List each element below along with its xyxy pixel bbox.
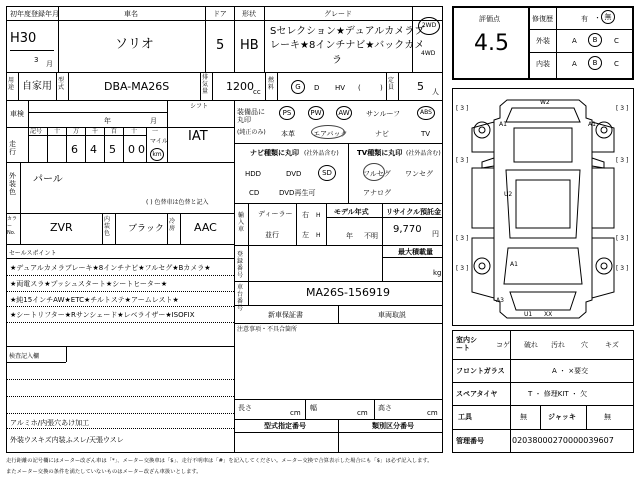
drive-4wd-label: 4WD bbox=[421, 50, 436, 57]
notes-label: 注意事項・不具合箇所 bbox=[237, 326, 298, 333]
unit-mile: マイル bbox=[150, 138, 168, 145]
height-unit: cm bbox=[427, 409, 438, 417]
ext-grade-b-circle: B bbox=[588, 33, 602, 47]
bracket-br: [ 3 ] bbox=[616, 235, 629, 242]
inspection-month-label: 月 bbox=[150, 117, 157, 125]
doors-value: 5 bbox=[216, 38, 225, 53]
model-year-unknown: 不明 bbox=[364, 232, 378, 240]
digit-label-sign: 記号 bbox=[30, 128, 43, 135]
ac-value: AAC bbox=[194, 221, 217, 234]
footer-note-1: 走行距離の記号欄にはメーター改ざん車は「*」、メーター交換車は「$」、走行不明車は「#」を記入してください。メーター交換で合算表示した場合にも「$」は必ず記入します。 bbox=[6, 458, 433, 464]
displacement-label: 排気量 bbox=[202, 74, 209, 95]
bracket-tr: [ 3 ] bbox=[616, 105, 629, 112]
score-label: 評価点 bbox=[479, 15, 500, 23]
mark-u2: U2 bbox=[504, 191, 513, 198]
import-left: 左 bbox=[302, 231, 309, 239]
jack-label: ジャッキ bbox=[548, 413, 576, 421]
mark-a1-bottom: A1 bbox=[510, 261, 518, 268]
length-label: 長さ bbox=[238, 404, 252, 412]
max-load-label: 最大積載量 bbox=[398, 248, 433, 256]
ac-label: 冷房 bbox=[169, 218, 176, 232]
import-right: 右 bbox=[302, 211, 309, 219]
reg-year: H30 bbox=[10, 31, 37, 46]
recycle-label: リサイクル預託金 bbox=[386, 208, 442, 216]
first-reg-label: 初年度登録年月 bbox=[10, 10, 59, 18]
shape-label: 形状 bbox=[242, 10, 256, 18]
model-value: DBA-MA26S bbox=[104, 80, 170, 93]
tools-value: 無 bbox=[520, 413, 527, 421]
capacity-label: 定員 bbox=[388, 77, 395, 91]
shape-value: HB bbox=[240, 38, 259, 53]
digit-label-10k: 万 bbox=[73, 128, 80, 135]
displacement-unit: cc bbox=[253, 88, 261, 96]
displacement-value: 1200 bbox=[226, 80, 254, 93]
fuel-g-circle: G bbox=[291, 80, 305, 94]
model-year-label: モデル年式 bbox=[334, 208, 369, 216]
equipment-title: 装備品に丸印 bbox=[237, 108, 265, 124]
chassis-label: 車台番号 bbox=[237, 284, 244, 312]
grade-line-2: レーキ★8インチナビ★バックカメ bbox=[270, 40, 425, 51]
digit-label-100k: 十 bbox=[54, 128, 61, 135]
bracket-mr: [ 3 ] bbox=[616, 157, 629, 164]
seat-hole: 穴 bbox=[581, 341, 588, 349]
doors-label: ドア bbox=[213, 10, 227, 18]
model-year-unit: 年 bbox=[346, 232, 353, 240]
seat-burn: コゲ bbox=[496, 341, 510, 349]
seat-scratch: キズ bbox=[605, 341, 619, 349]
car-name: ソリオ bbox=[115, 37, 154, 52]
grade-line-3: ラ bbox=[332, 55, 342, 66]
jack-value: 無 bbox=[604, 413, 611, 421]
mark-a1-right: A1 bbox=[588, 121, 596, 128]
interior-grade-label: 内装 bbox=[536, 60, 550, 68]
tv-analog: アナログ bbox=[363, 189, 391, 197]
fuel-hv: HV bbox=[335, 84, 346, 92]
mgmt-number: 02038000270000039607 bbox=[512, 436, 614, 445]
odometer-digit-5: 0 bbox=[138, 143, 145, 156]
windshield-value: A ・ ×要交 bbox=[552, 367, 589, 375]
odometer-digit-4: 0 bbox=[128, 143, 135, 156]
equip-nav: ナビ bbox=[375, 130, 389, 138]
interior-color-label: 内装色 bbox=[104, 216, 111, 237]
digit-label-10: 十 bbox=[131, 128, 138, 135]
fuel-label: 燃料 bbox=[268, 77, 275, 91]
mgmt-label: 管理番号 bbox=[456, 437, 484, 445]
inspector-note-1: アルミホ/内張穴あけ加工 bbox=[10, 419, 90, 427]
car-damage-diagram bbox=[452, 88, 634, 326]
grade-label: グレード bbox=[324, 10, 352, 18]
equip-abs-circle: ABS bbox=[417, 106, 435, 120]
inspector-label: 検査記入欄 bbox=[9, 353, 40, 360]
inspector-note-2: 外装ウスキズ内装ふスレ/天張ウスレ bbox=[10, 436, 124, 444]
width-unit: cm bbox=[357, 409, 368, 417]
spare-tire-label: スペアタイヤ bbox=[456, 390, 498, 398]
exterior-color-value: パール bbox=[33, 174, 63, 185]
equip-aw-circle: AW bbox=[336, 106, 352, 120]
nav-dvd: DVD bbox=[286, 170, 302, 178]
odometer-digit-1: 6 bbox=[71, 143, 78, 156]
nav-sd-circle: SD bbox=[318, 165, 336, 181]
reg-number-label: 登録番号 bbox=[237, 251, 244, 279]
tv-fullseg-circle bbox=[363, 163, 385, 181]
unit-km-circle: km bbox=[150, 148, 164, 161]
shift-label: シフト bbox=[190, 103, 209, 110]
class-no-label: 類別区分番号 bbox=[372, 422, 414, 430]
seat-tear: 破れ bbox=[524, 341, 538, 349]
shift-value: IAT bbox=[188, 129, 208, 144]
odometer-label: 走行 bbox=[9, 140, 16, 156]
import-right-h: H bbox=[316, 212, 321, 219]
warranty-label: 新車保証書 bbox=[268, 311, 303, 319]
score-value: 4.5 bbox=[474, 31, 509, 56]
mark-u1: U1 bbox=[524, 311, 533, 318]
bracket-b2r: [ 3 ] bbox=[616, 265, 629, 272]
capacity-unit: 人 bbox=[432, 88, 439, 96]
car-name-label: 車名 bbox=[124, 10, 138, 18]
capacity-value: 5 bbox=[417, 80, 424, 93]
reg-month: 3 bbox=[34, 56, 39, 64]
color-no-value: ZVR bbox=[50, 221, 73, 234]
fuel-paren-open: ( bbox=[358, 84, 361, 92]
selling-point-2: ★両電スラ★プッシュスタート★シートヒーター★ bbox=[10, 280, 168, 288]
nav-type-sub: (社外品含む) bbox=[304, 150, 339, 157]
equip-leather: 本革 bbox=[281, 130, 295, 138]
equip-airbag: エアバック bbox=[313, 130, 348, 138]
tools-label: 工具 bbox=[458, 413, 472, 421]
exterior-grade-label: 外装 bbox=[536, 37, 550, 45]
digit-label-1k: 千 bbox=[92, 128, 99, 135]
nav-cd: CD bbox=[249, 189, 260, 197]
import-left-h: H bbox=[316, 232, 321, 239]
color-no-label: カラーNo. bbox=[7, 216, 18, 236]
seat-dirt: 汚れ bbox=[551, 341, 565, 349]
tv-oneseg: ワンセグ bbox=[405, 170, 433, 178]
fuel-d: D bbox=[314, 84, 320, 92]
tv-fullseg: フルセグ bbox=[363, 170, 391, 178]
length-unit: cm bbox=[290, 409, 301, 417]
repair-no-circle: 無 bbox=[601, 10, 615, 24]
equipment-subtitle: (純正のみ) bbox=[237, 129, 266, 136]
selling-points-label: セールスポイント bbox=[9, 250, 57, 257]
bracket-bl: [ 3 ] bbox=[456, 235, 469, 242]
inspection-label: 車検 bbox=[10, 110, 24, 118]
int-grade-a: A bbox=[572, 60, 577, 68]
equip-tv: TV bbox=[421, 130, 431, 138]
equip-ps-circle: PS bbox=[279, 106, 295, 120]
mark-w2: W2 bbox=[540, 99, 550, 106]
repair-yes: 有 bbox=[581, 15, 588, 23]
drive-2wd-circle: 2WD bbox=[418, 17, 440, 35]
exterior-color-note: ( ) 色替車は色替と記入 bbox=[146, 199, 209, 206]
import-parallel: 並行 bbox=[265, 231, 279, 239]
reg-month-unit: 月 bbox=[46, 60, 53, 68]
footer-note-2: またメーター交換の条件を満たしていないものはメーター改ざん車扱いとします。 bbox=[6, 469, 202, 475]
selling-point-3: ★純15インチAW★ETC★チルトステ★アームレスト★ bbox=[10, 296, 179, 304]
nav-type-title: ナビ種類に丸印 bbox=[250, 149, 299, 157]
ext-grade-c: C bbox=[614, 37, 619, 45]
repair-dot: ・ bbox=[594, 14, 601, 22]
import-dealer: ディーラー bbox=[258, 210, 293, 218]
equip-airbag-circle bbox=[311, 125, 348, 139]
selling-point-1: ★デュアルカメラブレーキ★8インチナビ★フルセグ★Bカメラ★ bbox=[10, 264, 211, 272]
windshield-label: フロントガラス bbox=[456, 367, 505, 375]
int-grade-c: C bbox=[614, 60, 619, 68]
tv-type-sub: (社外品含む) bbox=[406, 150, 441, 157]
bracket-ml: [ 3 ] bbox=[456, 157, 469, 164]
inspection-year-label: 年 bbox=[104, 117, 111, 125]
selling-point-4: ★シートリフター★Rサンシェード★レベライザー★ISOFIX bbox=[10, 311, 195, 319]
recycle-value: 9,770 bbox=[393, 224, 422, 235]
odometer-digit-2: 4 bbox=[90, 143, 97, 156]
digit-label-1: 一 bbox=[152, 128, 159, 135]
height-label: 高さ bbox=[378, 404, 392, 412]
ext-grade-a: A bbox=[572, 37, 577, 45]
bracket-b2l: [ 3 ] bbox=[456, 265, 469, 272]
purpose-value: 自家用 bbox=[22, 81, 52, 92]
manual-label: 車両取説 bbox=[378, 311, 406, 319]
bracket-tl: [ 3 ] bbox=[456, 105, 469, 112]
mark-a1-left: A1 bbox=[499, 121, 507, 128]
import-label: 輸入車 bbox=[238, 212, 245, 233]
spare-tire-value: T ・ 修理KIT ・ 欠 bbox=[528, 390, 588, 398]
equip-sunroof: サンルーフ bbox=[366, 110, 401, 118]
seat-label: 室内シート bbox=[456, 336, 477, 352]
exterior-color-label: 外装色 bbox=[9, 172, 16, 196]
chassis-value: MA26S-156919 bbox=[306, 286, 390, 299]
mark-xx: XX bbox=[544, 311, 553, 318]
interior-color-value: ブラック bbox=[128, 224, 164, 234]
mark-a3: A3 bbox=[496, 297, 504, 304]
odometer-digit-3: 5 bbox=[109, 143, 116, 156]
recycle-yen: 円 bbox=[432, 230, 439, 238]
tv-type-title: TV種類に丸印 bbox=[357, 149, 403, 157]
equip-pw-circle: PW bbox=[308, 106, 324, 120]
digit-label-100: 百 bbox=[111, 128, 118, 135]
repair-label: 修復歴 bbox=[532, 15, 553, 23]
nav-dvd-play: DVD再生可 bbox=[279, 189, 316, 197]
model-label: 型式 bbox=[58, 77, 65, 91]
grade-line-1: Sセレクション★デュアルカメラブ bbox=[270, 26, 425, 37]
type-spec-label: 型式指定番号 bbox=[264, 422, 306, 430]
purpose-label: 用途 bbox=[8, 77, 15, 91]
max-load-kg: kg bbox=[433, 269, 442, 277]
int-grade-b-circle: B bbox=[588, 56, 602, 70]
fuel-paren-close: ) bbox=[380, 84, 383, 92]
nav-hdd: HDD bbox=[245, 170, 262, 178]
width-label: 幅 bbox=[310, 404, 317, 412]
